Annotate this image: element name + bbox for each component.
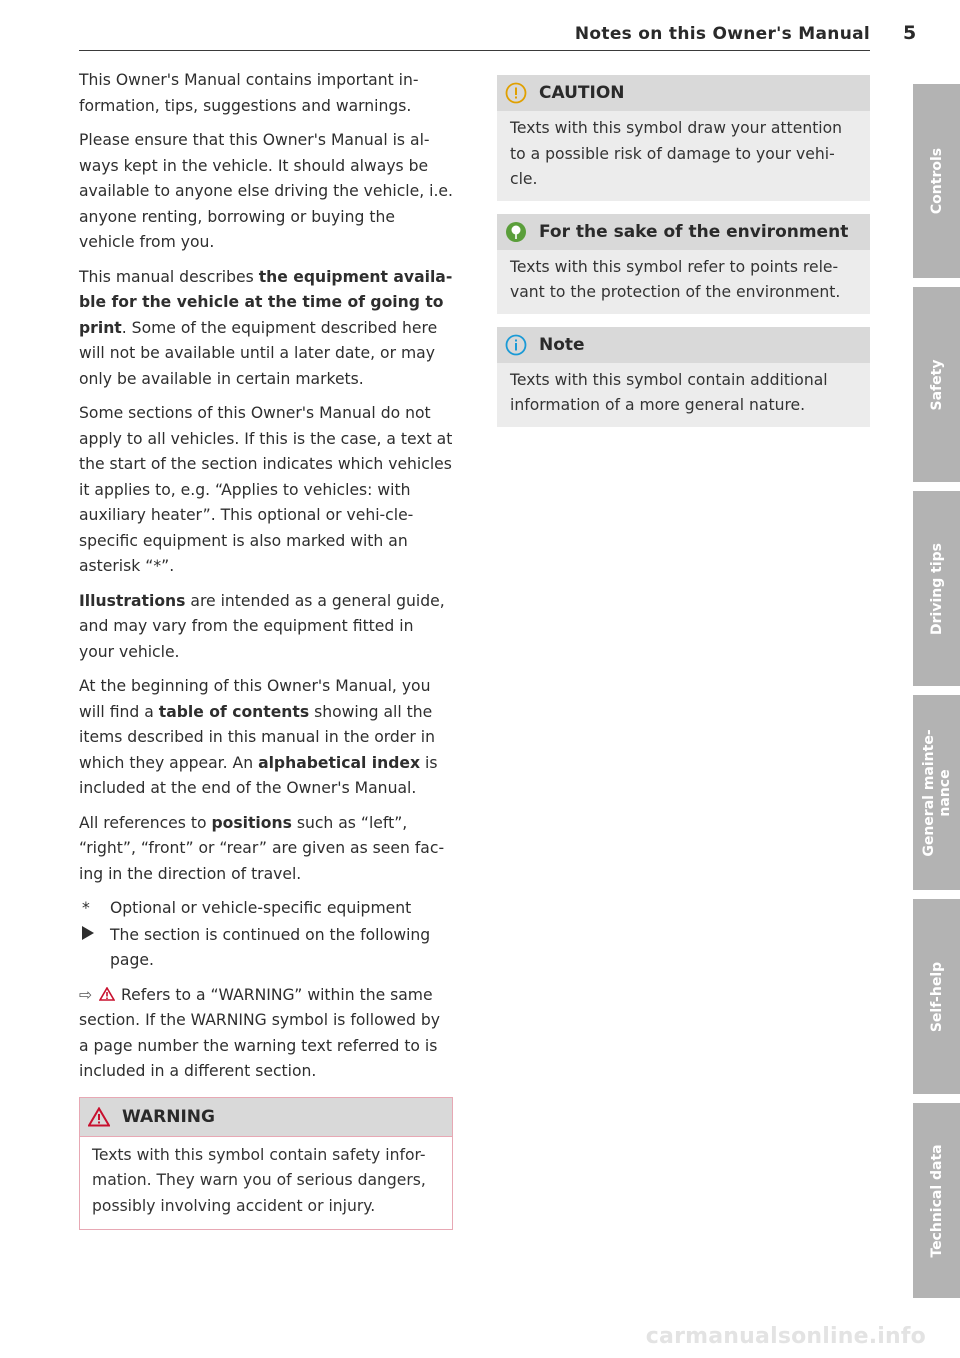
legend-asterisk-text: Optional or vehicle-specific equipment [110, 899, 412, 917]
note-header [497, 327, 870, 363]
warning-icon [88, 1107, 110, 1127]
legend-continued [79, 923, 453, 974]
equipment-paragraph: This manual describes the equipment availa-ble for the vehicle at the time of going to print. Some of the equipment described here will not be available until a later date, or may only be available in certain markets. [79, 267, 453, 388]
legend-warning-reference [79, 983, 453, 1085]
equipment-emphasis: the equipment availa-ble for the vehicle at the time of going to print [79, 267, 453, 337]
warning-box [79, 1097, 453, 1231]
caution-title: CAUTION [539, 83, 625, 103]
environment-icon [505, 221, 527, 243]
legend-reference-text: Refers to a “WARNING” within the same section. If the WARNING symbol is followed by a page number the warning text referred to is included in a different section. [79, 985, 440, 1080]
index-emphasis: alphabetical index [258, 753, 421, 772]
page-number: 5 [903, 22, 917, 44]
tab-general-maintenance[interactable]: General mainte-nance [913, 695, 960, 890]
tab-technical-data[interactable]: Technical data [913, 1103, 960, 1298]
note-title: Note [539, 334, 585, 355]
environment-header [497, 214, 870, 250]
reference-arrow-icon: ⇨ [79, 985, 93, 1004]
section-title: Notes on this Owner's Manual [574, 24, 870, 44]
asterisk-symbol: * [82, 899, 90, 917]
tab-self-help[interactable]: Self-help [913, 899, 960, 1094]
illustrations-paragraph: Illustrations are intended as a general guide, and may vary from the equipment fitted in your vehicle. [79, 591, 445, 661]
watermark [0, 1320, 960, 1358]
environment-text: Texts with this symbol refer to points rele-vant to the protection of the environment. [510, 257, 841, 301]
positions-paragraph: All references to positions such as “left”, “right”, “front” or “rear” are given as seen fac-ing in the direction of travel. [79, 813, 445, 883]
positions-emphasis: positions [211, 813, 292, 832]
warning-triangle-icon [99, 987, 115, 1001]
right-column [497, 75, 870, 440]
tab-controls[interactable]: Controls [913, 84, 960, 278]
environment-title: For the sake of the environment [539, 221, 849, 242]
legend-asterisk [79, 896, 453, 922]
note-text: Texts with this symbol contain additional information of a more general nature. [510, 370, 828, 414]
note-icon [505, 334, 527, 356]
applicability-paragraph: Some sections of this Owner's Manual do not apply to all vehicles. If this is the case, a text at the start of the section indicates which vehicles it applies to, e.g. “Applies to vehicles: with auxiliary heater”. This optional or vehi-cle-specific equipment is also marked with an asterisk “*”. [79, 404, 453, 575]
caution-box [497, 75, 870, 201]
caution-header [497, 75, 870, 111]
watermark-text: carmanualsonline.info [645, 1324, 926, 1349]
environment-box [497, 214, 870, 314]
warning-title: WARNING [122, 1106, 215, 1127]
illustrations-emphasis: Illustrations [79, 591, 186, 610]
warning-text: Texts with this symbol contain safety infor-mation. They warn you of serious dangers, possibly involving accident or injury. [92, 1145, 426, 1215]
caution-text: Texts with this symbol draw your attention to a possible risk of damage to your vehi-cle. [510, 119, 843, 188]
intro-paragraph: This Owner's Manual contains important in-formation, tips, suggestions and warnings. [79, 71, 419, 115]
left-column [79, 68, 453, 1243]
legend-continued-text: The section is continued on the following page. [110, 925, 431, 969]
header-rule [79, 50, 870, 51]
toc-emphasis: table of contents [158, 702, 310, 721]
warning-header [80, 1098, 452, 1137]
caution-icon [505, 82, 527, 104]
tab-driving-tips[interactable]: Driving tips [913, 491, 960, 686]
tab-safety[interactable]: Safety [913, 287, 960, 482]
note-box [497, 327, 870, 427]
keep-in-vehicle-paragraph: Please ensure that this Owner's Manual is al-ways kept in the vehicle. It should always be available to anyone else driving the vehicle, i.e. anyone renting, borrowing or buying the vehicle from you. [79, 131, 453, 251]
contents-paragraph: At the beginning of this Owner's Manual, you will find a table of contents showing all the items described in this manual in the order in which they appear. An alphabetical index is included at the end of the Owner's Manual. [79, 677, 438, 797]
continued-arrow-icon [79, 923, 110, 974]
